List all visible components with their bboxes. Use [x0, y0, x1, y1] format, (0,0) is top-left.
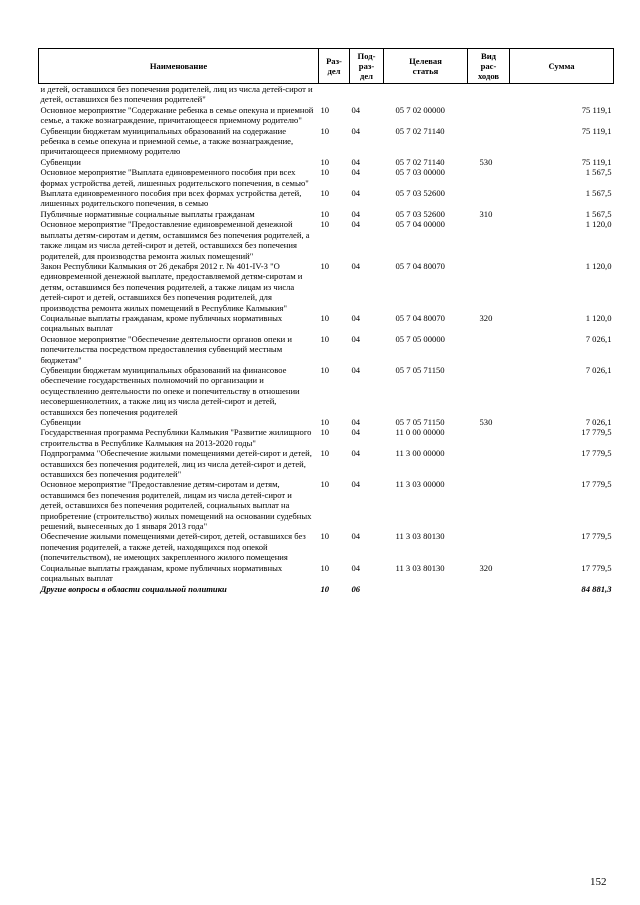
row-vid: [468, 105, 510, 126]
row-vid: [468, 126, 510, 157]
row-target: 05 7 05 71150: [395, 364, 445, 375]
header-podrazdel: Под- раз- дел: [350, 49, 384, 84]
row-podrazdel: 04: [351, 104, 361, 115]
row-target: 11 3 03 00000: [395, 479, 445, 490]
row-sum: 1 567,5: [585, 188, 612, 199]
row-target: 05 7 03 52600: [395, 208, 445, 219]
table-row: [39, 188, 614, 209]
row-vid: 320: [479, 312, 493, 323]
table-header: [39, 49, 614, 84]
row-vid: [468, 219, 510, 261]
table-row: [39, 448, 614, 479]
row-podrazdel: 04: [351, 479, 361, 490]
row-sum: 75 119,1: [581, 104, 612, 115]
row-podrazdel: 04: [351, 156, 361, 167]
row-razdel: 10: [320, 364, 330, 375]
row-razdel: 10: [320, 219, 330, 230]
row-target: 11 0 00 00000: [395, 427, 445, 438]
table-row: [39, 365, 614, 417]
row-sum: 7 026,1: [585, 364, 612, 375]
row-podrazdel: 04: [351, 531, 361, 542]
row-razdel: 10: [320, 427, 330, 438]
row-razdel: [319, 84, 350, 105]
row-razdel: 10: [320, 583, 330, 594]
table-row: [39, 584, 614, 594]
row-podrazdel: 04: [351, 562, 361, 573]
table-row: [39, 261, 614, 313]
row-razdel: 10: [320, 156, 330, 167]
row-podrazdel: 04: [351, 125, 361, 136]
row-target: 05 7 04 80070: [395, 260, 445, 271]
row-name: Основное мероприятие "Предоставление детям-сиротам и детям, оставшимся без попечения родителей, лицам из числа детей-сирот и детей, оставшихся без попечения родителей, социальных выплат на приобретение (строительство) жилых помещений на основании судебных решений, вынесенных до 1 января 2013 года": [40, 479, 312, 532]
row-sum: 1 120,0: [585, 219, 612, 230]
row-razdel: 10: [320, 312, 330, 323]
row-razdel: 10: [320, 479, 330, 490]
row-sum: 7 026,1: [585, 333, 612, 344]
row-sum: 75 119,1: [581, 125, 612, 136]
row-podrazdel: 04: [351, 364, 361, 375]
table-body: [39, 84, 614, 594]
row-name: Государственная программа Республики Калмыкия "Развитие жилищного строительства в Республике Калмыкия на 2013-2020 годы": [40, 427, 312, 448]
row-razdel: 10: [320, 333, 330, 344]
row-razdel: 10: [320, 188, 330, 199]
budget-table: [38, 48, 614, 594]
table-row: [39, 417, 614, 427]
row-target: 05 7 03 00000: [395, 167, 445, 178]
row-target: 05 7 02 71140: [395, 156, 445, 167]
row-sum: 1 120,0: [585, 260, 612, 271]
row-podrazdel: 04: [351, 312, 361, 323]
row-name: Выплата единовременного пособия при всех формах устройства детей, лишенных родительского попечения, в семью: [40, 188, 302, 209]
row-name: Основное мероприятие "Предоставление единовременной денежной выплаты детям-сиротам и детям, оставшимся без попечения родителей, а также лицам из числа детей-сирот и детей, оставшихся без попечения родителей, для производства ремонта жилых помещений": [40, 219, 310, 261]
row-sum: 1 120,0: [585, 312, 612, 323]
row-podrazdel: 04: [351, 333, 361, 344]
row-name: Социальные выплаты гражданам, кроме публичных нормативных социальных выплат: [40, 562, 283, 584]
row-razdel: 10: [320, 531, 330, 542]
header-razdel: Раз- дел: [319, 49, 350, 84]
row-razdel: 10: [320, 448, 330, 459]
table-row: [39, 219, 614, 261]
header-sum: Сумма: [510, 49, 614, 84]
row-target: 11 3 03 80130: [395, 531, 445, 542]
table-row: [39, 479, 614, 531]
row-podrazdel: 04: [351, 219, 361, 230]
row-name: Социальные выплаты гражданам, кроме публичных нормативных социальных выплат: [40, 312, 283, 334]
row-sum: 17 779,5: [581, 479, 612, 490]
row-sum: [510, 84, 614, 105]
row-podrazdel: 04: [351, 448, 361, 459]
table-row: [39, 313, 614, 334]
row-podrazdel: 04: [351, 417, 361, 427]
row-target: 05 7 02 71140: [395, 125, 445, 136]
row-name: Субвенции: [40, 417, 81, 427]
header-vid: Вид рас- ходов: [468, 49, 510, 84]
row-target: 05 7 05 00000: [395, 333, 445, 344]
table-row: [39, 563, 614, 584]
row-sum: 17 779,5: [581, 448, 612, 459]
header-target: Целевая статья: [384, 49, 468, 84]
row-vid: [468, 365, 510, 417]
row-target: [384, 84, 468, 105]
row-sum: 84 881,3: [581, 583, 612, 594]
table-row: [39, 157, 614, 167]
table-row: [39, 105, 614, 126]
row-name: Основное мероприятие "Выплата единовременного пособия при всех формах устройства детей, лишенных родительского попечения, в семью": [40, 167, 309, 188]
table-row: [39, 126, 614, 157]
row-podrazdel: 04: [351, 427, 361, 438]
row-vid: 530: [479, 417, 493, 427]
row-razdel: 10: [320, 125, 330, 136]
row-podrazdel: [350, 84, 384, 105]
row-sum: 17 779,5: [581, 427, 612, 438]
row-razdel: 10: [320, 208, 330, 219]
row-vid: [468, 479, 510, 531]
table-row: [39, 84, 614, 105]
row-razdel: 10: [320, 260, 330, 271]
row-vid: 310: [479, 208, 493, 219]
row-name: Публичные нормативные социальные выплаты гражданам: [40, 208, 255, 219]
row-vid: [468, 261, 510, 313]
row-podrazdel: 06: [351, 583, 361, 594]
row-name: Субвенции бюджетам муниципальных образований на финансовое обеспечение государственных полномочий по организации и осуществлению деятельности по опеке и попечительству в отношении несовершеннолетних, а также лиц из числа детей-сирот и детей, оставшихся без попечения родителей: [40, 364, 300, 417]
row-sum: 17 779,5: [581, 531, 612, 542]
row-vid: [468, 448, 510, 479]
row-name: и детей, оставшихся без попечения родителей, лиц из числа детей-сирот и детей, оставшихся без попечения родителей": [40, 84, 313, 105]
row-target: 11 3 00 00000: [395, 448, 445, 459]
row-vid: [468, 427, 510, 448]
row-target: 05 7 03 52600: [395, 188, 445, 199]
row-vid: [468, 584, 510, 594]
row-vid: [468, 84, 510, 105]
row-vid: [468, 531, 510, 562]
row-podrazdel: 04: [351, 167, 361, 178]
row-name: Основное мероприятие "Обеспечение деятельности органов опеки и попечительства посредством предоставления субвенций местным бюджетам": [40, 333, 292, 365]
row-target: 05 7 04 80070: [395, 312, 445, 323]
table-row: [39, 167, 614, 188]
row-vid: 320: [479, 562, 493, 573]
row-razdel: 10: [320, 417, 330, 427]
row-target: 05 7 02 00000: [395, 104, 445, 115]
row-target: 05 7 05 71150: [395, 417, 445, 427]
row-razdel: 10: [320, 562, 330, 573]
table-row: [39, 531, 614, 562]
row-podrazdel: 04: [351, 208, 361, 219]
row-name: Основное мероприятие "Содержание ребенка в семье опекуна и приемной семье, а также вознаграждение, причитающееся приемному родителю": [40, 104, 314, 126]
row-target: 05 7 04 00000: [395, 219, 445, 230]
row-sum: 7 026,1: [585, 417, 612, 427]
row-sum: 1 567,5: [585, 167, 612, 178]
row-name: Подпрограмма "Обеспечение жилыми помещениями детей-сирот и детей, оставшихся без попечения родителей, лиц из числа детей-сирот и детей, оставшихся без попечения родителей": [40, 448, 312, 480]
row-sum: 75 119,1: [581, 156, 612, 167]
header-name: Наименование: [39, 49, 319, 84]
row-razdel: 10: [320, 167, 330, 178]
row-vid: 530: [479, 156, 493, 167]
page-number: 152: [590, 876, 607, 888]
row-podrazdel: 04: [351, 260, 361, 271]
table-row: [39, 209, 614, 219]
row-vid: [468, 188, 510, 209]
row-sum: 17 779,5: [581, 562, 612, 573]
row-vid: [468, 334, 510, 365]
row-razdel: 10: [320, 104, 330, 115]
budget-table-page: [38, 48, 613, 594]
row-name: Субвенции бюджетам муниципальных образований на содержание ребенка в семье опекуна и приемной семье, а также вознаграждение, причитающееся приемному родителю: [40, 125, 294, 157]
row-vid: [468, 167, 510, 188]
row-name: Другие вопросы в области социальной политики: [40, 583, 227, 594]
row-target: 11 3 03 80130: [395, 562, 445, 573]
table-row: [39, 334, 614, 365]
row-sum: 1 567,5: [585, 208, 612, 219]
table-row: [39, 427, 614, 448]
row-name: Закон Республики Калмыкия от 26 декабря 2012 г. № 401-IV-З "О единовременной денежной выплате, предоставляемой детям-сиротам и детям, оставшимся без попечения родителей, а также лицам из числа детей-сирот и детей, оставшихся без попечения родителей, для производства ремонта жилых помещений в Республике Калмыкия": [40, 260, 303, 313]
row-podrazdel: 04: [351, 188, 361, 199]
row-name: Обеспечение жилыми помещениями детей-сирот, детей, оставшихся без попечения родителей, а также детей, находящихся под опекой (попечительством), не имеющих закрепленного жилого помещения: [40, 531, 306, 563]
row-target: [384, 584, 468, 594]
row-name: Субвенции: [40, 156, 81, 167]
